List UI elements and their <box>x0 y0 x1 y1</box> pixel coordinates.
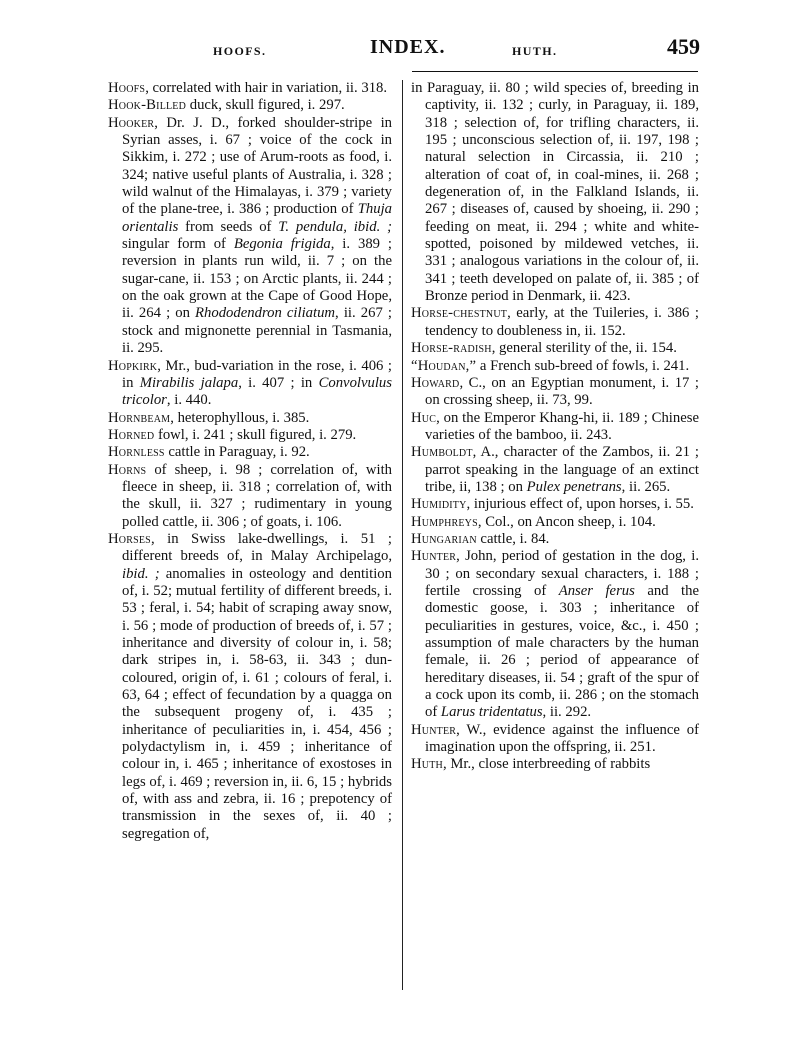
entry-italic: Thuja orientalis <box>122 201 392 235</box>
entry-text: , injurious effect of, upon horses, i. 55. <box>466 496 694 513</box>
entry-headword: Humidity <box>411 496 467 513</box>
entry-text: , ii. 292. <box>542 704 592 721</box>
entry-italic: Pulex penetrans <box>526 478 622 495</box>
entry-headword: Hornless <box>108 444 165 461</box>
entry-text: in Paraguay, ii. 80 ; wild species of, breeding in captivity, ii. 132 ; curly, in Paraguay, ii. 189, 318 ; selection of, for trifling characters, ii. 195 ; unconscious selection of, ii. 197, 198 ; natural selection in Circassia, ii. 210 ; alteration of coat of, in coal-mines, ii. 268 ; degeneration of, in the Falkland Islands, ii. 267 ; diseases of, caused by shoeing, ii. 290 ; feeding on meat, ii. 294 ; white and white-spotted, poisoned by mildewed vetches, ii. 331 ; analogous variations in the colour of, ii. 341 ; teeth developed on palate of, ii. 385 ; of Bronze period in Denmark, ii. 423. <box>411 80 699 305</box>
entry-text: , Mr., close interbreeding of rabbits <box>442 756 651 773</box>
entry-text: , W., evidence against the influence of imagination upon the offspring, ii. 251. <box>425 721 699 756</box>
entry-text: , ii. 265. <box>621 478 671 495</box>
entry-headword: Hungarian <box>411 530 477 547</box>
entry-text: , Mr., bud-variation in the rose, i. 406 ; in <box>122 357 392 391</box>
entry-headword: “Houdan,” <box>411 357 477 374</box>
index-column-right <box>411 80 699 774</box>
entry-text: , i. 440. <box>166 392 212 409</box>
entry-text: , i. 389 ; reversion in plants run wild, ii. 7 ; on the sugar-cane, ii. 153 ; on Arctic plants, ii. 244 ; on the oak grown at the Cape of Good Hope, ii. 264 ; on <box>122 236 393 322</box>
index-entry-continued <box>411 80 699 305</box>
entry-italic: T. pendula, ibid. ; <box>278 218 392 235</box>
index-entry <box>108 80 392 97</box>
entry-text: , Dr. J. D., forked shoulder-stripe in Syrian asses, i. 67 ; voice of the cock in Sikkim, i. 272 ; use of Arum-roots as food, i. 324; native useful plants of Australia, i. 328 ; wild walnut of the Himalayas, i. 379 ; variety of the plane-tree, i. 386 ; production of <box>122 114 392 218</box>
entry-text: duck, skull figured, i. 297. <box>186 97 345 114</box>
index-entry <box>411 722 699 757</box>
column-divider <box>402 80 403 990</box>
entry-text: , Col., on Ancon sheep, i. 104. <box>477 513 656 530</box>
entry-headword: Huc <box>411 409 437 426</box>
entry-headword: Horned <box>108 426 155 443</box>
page-number: 459 <box>667 34 700 59</box>
index-entry <box>108 358 392 410</box>
entry-text: , on the Emperor Khang-hi, ii. 189 ; Chinese varieties of the bamboo, ii. 243. <box>425 409 699 443</box>
index-entry <box>108 462 392 531</box>
entry-text: from seeds of <box>178 218 279 235</box>
index-entry <box>411 358 699 375</box>
index-entry <box>108 115 392 358</box>
index-entry <box>108 427 392 444</box>
running-head-left: HOOFS. <box>213 44 267 58</box>
entry-headword: Howard <box>411 374 460 391</box>
entry-headword: Hopkirk <box>108 357 158 374</box>
entry-text: of sheep, i. 98 ; correlation of, with fleece in sheep, ii. 318 ; correlation of, with the skull, ii. 327 ; rudimentary in young polled cattle, ii. 306 ; of goats, i. 106. <box>122 461 392 530</box>
entry-text: , early, at the Tuileries, i. 386 ; tendency to doubleness in, ii. 152. <box>425 305 699 339</box>
entry-text: , i. 407 ; in <box>238 374 319 391</box>
entry-text: , C., on an Egyptian monument, i. 17 ; on crossing sheep, ii. 73, 99. <box>425 374 699 409</box>
entry-headword: Horse-radish <box>411 340 492 357</box>
entry-headword: Humboldt <box>411 444 473 461</box>
entry-text: , in Swiss lake-dwellings, i. 51 ; different breeds of, in Malay Archipelago, <box>122 530 392 565</box>
entry-text: cattle in Paraguay, i. 92. <box>164 444 310 461</box>
entry-italic: Convolvulus tricolor <box>122 374 392 409</box>
index-entry <box>411 514 699 531</box>
entry-headword: Hook-Billed <box>108 97 187 114</box>
entry-headword: Horses <box>108 530 151 547</box>
entry-text: , correlated with hair in variation, ii. 318. <box>145 80 388 96</box>
entry-text: cattle, i. 84. <box>476 530 550 547</box>
entry-italic: Mirabilis jalapa <box>139 374 239 391</box>
entry-headword: Hornbeam <box>108 409 171 426</box>
page-title: INDEX. <box>370 36 446 58</box>
entry-text: fowl, i. 241 ; skull figured, i. 279. <box>154 426 357 443</box>
running-head-right: HUTH. <box>512 44 558 58</box>
entry-headword: Humphreys <box>411 513 478 530</box>
entry-text: , heterophyllous, i. 385. <box>170 409 310 426</box>
index-entry <box>108 444 392 461</box>
entry-text: and the domestic goose, i. 303 ; inheritance of peculiarities in gestures, voice, &c., i. 450 ; assumption of male characters by the human female, ii. 26 ; period of appearance of hereditary diseases, ii. 54 ; graft of the spur of a cock upon its comb, ii. 286 ; on the stomach of <box>425 582 699 721</box>
entry-text: , A., character of the Zambos, ii. 21 ; parrot speaking in the language of an extinct tribe, ii, 138 ; on <box>425 444 699 495</box>
index-entry <box>108 97 392 114</box>
index-entry <box>411 496 699 513</box>
entry-italic: Larus tridentatus <box>440 704 543 721</box>
entry-headword: Hoofs <box>108 80 146 96</box>
index-entry <box>411 531 699 548</box>
index-entry <box>108 410 392 427</box>
entry-text: anomalies in osteology and dentition of, i. 52; mutual fertility of different breeds, i. 53 ; feral, i. 54; habit of scraping away snow, i. 56 ; mode of production of breeds of, i. 57 ; inheritance and diversity of colour in, i. 58; dark stripes in, i. 58-63, ii. 343 ; dun-coloured, origin of, i. 61 ; colours of feral, i. 63, 64 ; effect of fecundation by a quagga on the subsequent progeny of, i. 435 ; inheritance of peculiarities in, i. 454, 456 ; polydactylism in, i. 459 ; inheritance of colour in, i. 465 ; inheritance of exostoses in legs of, i. 469 ; reversion in, ii. 6, 15 ; hybrids of, with ass and zebra, ii. 16 ; prepotency of transmission in the sexes of, ii. 40 ; segregation of, <box>122 565 392 842</box>
index-entry <box>411 305 699 340</box>
entry-text: a French sub-breed of fowls, i. 241. <box>476 357 690 374</box>
index-column-left <box>108 80 392 843</box>
entry-italic: Begonia frigida <box>233 236 331 253</box>
running-head <box>200 36 700 68</box>
index-entry <box>411 340 699 357</box>
entry-italic: ibid. ; <box>122 565 160 582</box>
entry-headword: Hooker <box>108 114 155 131</box>
entry-headword: Hunter <box>411 548 457 565</box>
entry-text: singular form of <box>122 236 234 253</box>
entry-text: , general sterility of the, ii. 154. <box>491 340 677 357</box>
index-entry <box>411 375 699 410</box>
entry-headword: Horse-chestnut <box>411 305 508 322</box>
index-entry <box>411 756 699 773</box>
entry-italic: Rhododendron ciliatum <box>195 305 336 322</box>
entry-headword: Horns <box>108 461 147 478</box>
index-entry <box>411 444 699 496</box>
entry-headword: Hunter <box>411 721 457 738</box>
entry-italic: Anser ferus <box>558 582 635 599</box>
header-rule <box>412 71 698 72</box>
entry-text: , John, period of gestation in the dog, i. 30 ; on secondary sexual characters, i. 188 ; fertile crossing of <box>425 548 699 599</box>
index-entry <box>411 548 699 721</box>
entry-headword: Huth <box>411 756 443 773</box>
entry-text: , ii. 267 ; stock and mignonette perennial in Tasmania, ii. 295. <box>122 305 392 357</box>
index-entry <box>108 531 392 843</box>
index-entry <box>411 410 699 445</box>
